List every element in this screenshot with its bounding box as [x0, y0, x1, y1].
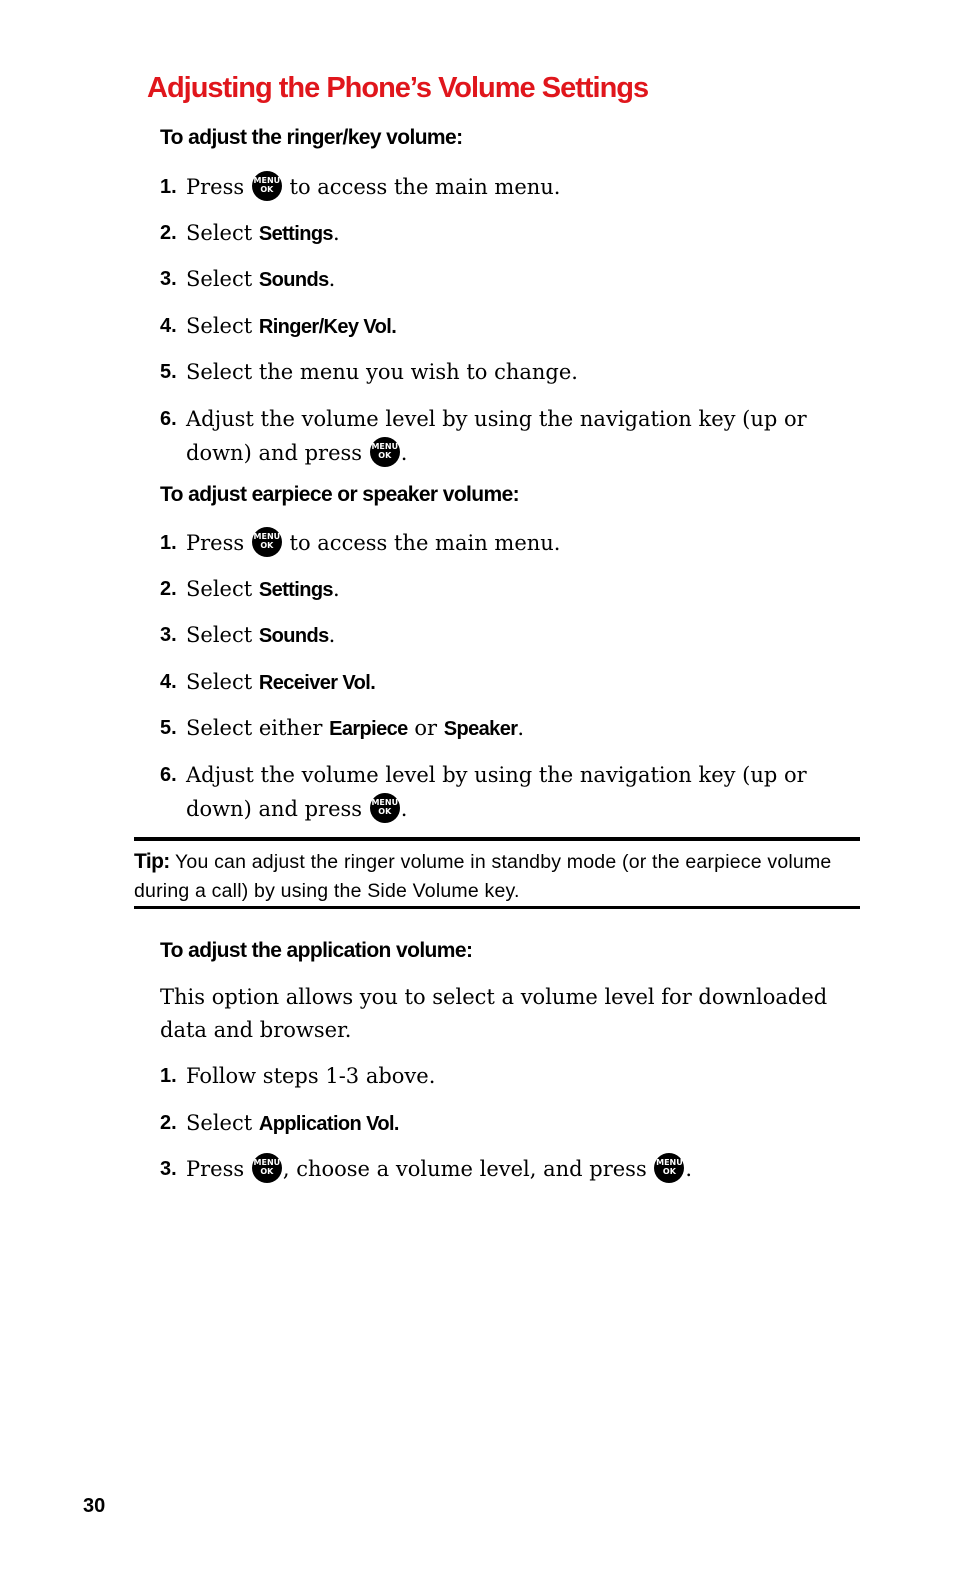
step-number: 1. — [160, 1065, 177, 1087]
earpiece-step-1 — [160, 526, 830, 560]
page-title: Adjusting the Phone’s Volume Settings — [147, 72, 649, 104]
menu-ok-key-icon: MENU OK — [370, 793, 400, 823]
tip-label: Tip: — [134, 850, 170, 873]
step-text: Select — [186, 623, 253, 647]
step-number: 3. — [160, 624, 177, 646]
step-number: 1. — [160, 176, 177, 198]
step-text: Press — [186, 1157, 245, 1181]
ringer-step-5 — [160, 355, 830, 389]
step-text: Select — [186, 221, 253, 245]
menu-ok-key-icon: MENU OK — [654, 1153, 684, 1183]
earpiece-step-3: 3. Select Sounds. — [160, 618, 830, 653]
tip-box — [134, 837, 860, 909]
ringer-step-6: 6. Adjust the volume level by using the navigation key (up or down) and press MENU OK . — [160, 402, 830, 470]
menu-ok-key-icon: MENU OK — [252, 1153, 282, 1183]
step-number: 5. — [160, 717, 177, 739]
step-text: Select — [186, 267, 253, 291]
ringer-step-2: 2. Select Settings. — [160, 216, 830, 251]
application-step-1 — [160, 1059, 830, 1093]
step-text: Select either — [186, 716, 323, 740]
menu-option-ringer-key-vol: Ringer/Key Vol. — [258, 316, 397, 338]
step-number: 5. — [160, 361, 177, 383]
step-number: 2. — [160, 1112, 177, 1134]
step-text: to access the main menu. — [289, 531, 561, 555]
ringer-step-3: 3. Select Sounds. — [160, 262, 830, 297]
earpiece-step-5: 5. Select either Earpiece or Speaker. — [160, 711, 830, 746]
menu-ok-key-icon: MENU OK — [370, 437, 400, 467]
menu-ok-key-icon: MENU OK — [252, 527, 282, 557]
ringer-heading: To adjust the ringer/key volume: — [160, 126, 463, 149]
step-text: Select the menu you wish to change. — [186, 360, 578, 384]
step-text: Press — [186, 531, 245, 555]
step-number: 3. — [160, 268, 177, 290]
step-number: 6. — [160, 408, 177, 430]
step-text: , choose a volume level, and press — [282, 1157, 647, 1181]
step-number: 2. — [160, 578, 177, 600]
menu-ok-key-icon: MENU OK — [252, 171, 282, 201]
application-step-2 — [160, 1106, 830, 1141]
earpiece-step-6: 6. Adjust the volume level by using the navigation key (up or down) and press MENU OK . — [160, 758, 830, 826]
step-number: 4. — [160, 315, 177, 337]
step-text: Select — [186, 670, 253, 694]
menu-option-sounds: Sounds — [258, 269, 329, 291]
page-number: 30 — [83, 1495, 106, 1517]
step-text: Select — [186, 314, 253, 338]
menu-option-sounds: Sounds — [258, 625, 329, 647]
earpiece-heading: To adjust earpiece or speaker volume: — [160, 483, 520, 506]
step-text: Adjust the volume level by using the navigation key (up or down) and press — [186, 763, 807, 821]
menu-option-application-vol: Application Vol. — [258, 1113, 399, 1135]
ringer-step-4 — [160, 309, 830, 344]
step-number: 3. — [160, 1158, 177, 1180]
step-text: Press — [186, 175, 245, 199]
menu-option-settings: Settings — [258, 223, 333, 245]
menu-option-speaker: Speaker — [443, 718, 518, 740]
step-text: Select — [186, 1111, 253, 1135]
menu-option-settings: Settings — [258, 579, 333, 601]
step-text: to access the main menu. — [289, 175, 561, 199]
earpiece-step-2: 2. Select Settings. — [160, 572, 830, 607]
step-number: 4. — [160, 671, 177, 693]
menu-option-earpiece: Earpiece — [329, 718, 408, 740]
menu-option-receiver-vol: Receiver Vol. — [258, 672, 376, 694]
tip-text: You can adjust the ringer volume in standby mode (or the earpiece volume during a call) by using the Side Volume key. — [134, 851, 832, 902]
ringer-step-1 — [160, 170, 830, 204]
step-text: Adjust the volume level by using the navigation key (up or down) and press — [186, 407, 807, 465]
application-step-3: 3. Press MENU OK , choose a volume level, and press MENU OK . — [160, 1152, 830, 1186]
step-text: Follow steps 1-3 above. — [186, 1064, 436, 1088]
step-text: Select — [186, 577, 253, 601]
earpiece-step-4 — [160, 665, 830, 700]
application-intro: This option allows you to select a volume level for downloaded data and browser. — [160, 985, 828, 1042]
step-number: 2. — [160, 222, 177, 244]
application-heading: To adjust the application volume: — [160, 939, 473, 962]
step-number: 6. — [160, 764, 177, 786]
step-number: 1. — [160, 532, 177, 554]
